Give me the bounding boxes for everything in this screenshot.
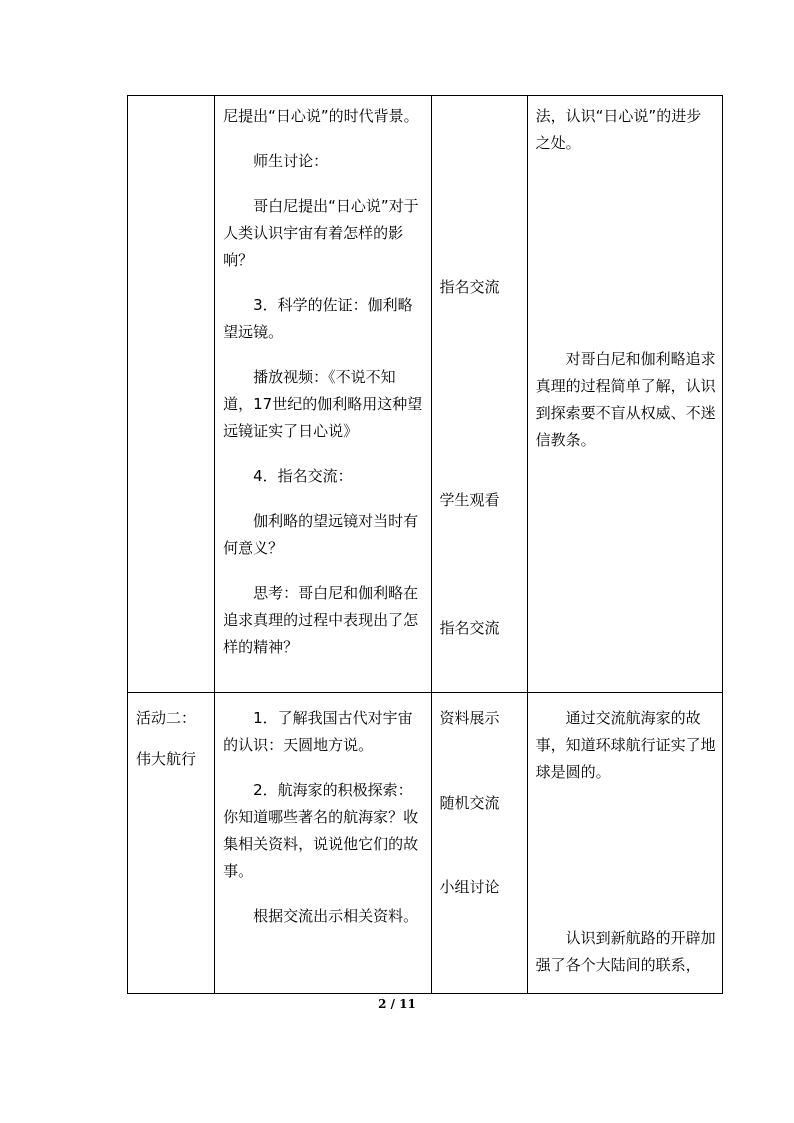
content-cell <box>215 96 431 693</box>
content-cell <box>215 693 431 994</box>
method-label: 随机交流 <box>439 794 500 812</box>
paragraph: 尼提出“日心说”的时代背景。 <box>223 107 419 125</box>
paragraph: 通过交流航海家的故事，知道环球航行证实了地球是圆的。 <box>535 709 716 781</box>
paragraph: 思考：哥白尼和伽利略在追求真理的过程中表现出了怎样的精神？ <box>223 584 419 656</box>
paragraph: 播放视频：《不说不知道，17世纪的伽利略用这种望远镜证实了日心说》 <box>223 368 423 440</box>
paragraph: 师生讨论： <box>253 152 329 170</box>
table-row <box>128 96 723 693</box>
method-label: 资料展示 <box>439 709 500 727</box>
lesson-table <box>127 95 723 994</box>
method-label: 小组讨论 <box>439 878 500 896</box>
page-number: 2 / 11 <box>378 997 416 1011</box>
paragraph: 2．航海家的积极探索：你知道哪些著名的航海家？收集相关资料，说说他它们的故事。 <box>223 781 419 880</box>
paragraph: 法，认识“日心说”的进步之处。 <box>535 107 702 152</box>
paragraph: 哥白尼提出“日心说”对于人类认识宇宙有着怎样的影响？ <box>223 197 419 269</box>
paragraph: 对哥白尼和伽利略追求真理的过程简单了解，认识到探索要不盲从权威、不迷信教条。 <box>535 350 716 449</box>
paragraph: 3．科学的佐证：伽利略望远镜。 <box>223 296 413 341</box>
activity-label: 活动二： <box>136 709 197 727</box>
table-row <box>128 693 723 994</box>
paragraph: 4．指名交流： <box>253 467 353 485</box>
paragraph: 认识到新航路的开辟加强了各个大陆间的联系， <box>535 929 716 974</box>
method-label: 学生观看 <box>439 491 500 509</box>
activity-label: 伟大航行 <box>136 750 197 768</box>
method-label: 指名交流 <box>439 278 500 296</box>
paragraph: 1．了解我国古代对宇宙的认识：天圆地方说。 <box>223 709 413 754</box>
activity-cell <box>128 96 215 693</box>
intent-cell <box>527 96 722 693</box>
paragraph: 根据交流出示相关资料。 <box>253 907 419 925</box>
activity-cell <box>128 693 215 994</box>
method-label: 指名交流 <box>439 619 500 637</box>
paragraph: 伽利略的望远镜对当时有何意义？ <box>223 512 419 557</box>
method-cell <box>431 96 527 693</box>
intent-cell <box>527 693 722 994</box>
method-cell <box>431 693 527 994</box>
